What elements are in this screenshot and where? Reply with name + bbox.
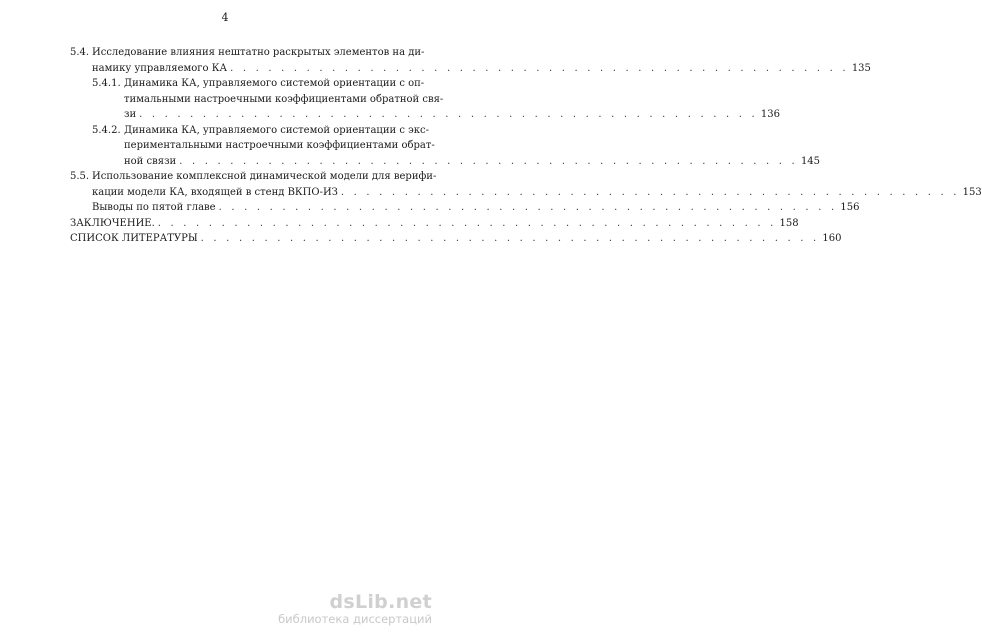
- toc-title-line: Выводы по пятой главе: [92, 202, 216, 213]
- leader-dots: . . . . . . . . . . . . . . . . . . . . . . . . . . . . . . . . . . . . . . . . . . . . . . . . .: [230, 62, 849, 74]
- page-number: 4: [221, 11, 229, 24]
- toc-title-line: периментальными настроечными коэффициентами обрат-: [124, 140, 435, 151]
- leader-dots: . . . . . . . . . . . . . . . . . . . . . . . . . . . . . . . . . . . . . . . . . . . . . . . . .: [200, 233, 820, 244]
- toc-page: 145: [800, 155, 821, 167]
- leader-dots: . . . . . . . . . . . . . . . . . . . . . . . . . . . . . . . . . . . . . . . . . . . . . . . . .: [340, 186, 960, 198]
- toc-title-line: намику управляемого КА: [92, 62, 228, 74]
- toc-page: 153: [962, 186, 982, 198]
- watermark: [262, 591, 432, 626]
- toc-entry-5-4-1[interactable]: [92, 76, 780, 123]
- toc-page: 156: [840, 202, 860, 213]
- toc-title-line: ЗАКЛЮЧЕНИЕ.: [70, 217, 155, 229]
- toc-title-line: Исследование влияния нештатно раскрытых элементов на ди-: [92, 47, 425, 58]
- toc-number: 5.4.: [70, 47, 90, 58]
- leader-dots: . . . . . . . . . . . . . . . . . . . . . . . . . . . . . . . . . . . . . . . . . . . . . . . . .: [139, 109, 758, 120]
- toc-title-line: СПИСОК ЛИТЕРАТУРЫ: [70, 233, 198, 244]
- toc-title-line: кации модели КА, входящей в стенд ВКПО-ИЗ: [92, 186, 338, 198]
- leader-dots: . . . . . . . . . . . . . . . . . . . . . . . . . . . . . . . . . . . . . . . . . . . . . . . . .: [157, 217, 777, 229]
- leader-dots: . . . . . . . . . . . . . . . . . . . . . . . . . . . . . . . . . . . . . . . . . . . . . . . . .: [218, 202, 838, 213]
- toc-entry-conclusions-5[interactable]: [92, 200, 860, 216]
- toc-entry-conclusion[interactable]: [70, 216, 799, 232]
- toc-page: 135: [851, 62, 871, 74]
- toc-entry-5-4-2[interactable]: [92, 123, 821, 170]
- toc-page: 136: [760, 109, 780, 120]
- toc-number: 5.4.1.: [92, 78, 121, 89]
- toc-title-line: зи: [124, 109, 137, 120]
- toc-page: 158: [779, 217, 799, 229]
- toc-title-line: Динамика КА, управляемого системой ориентации с оп-: [124, 78, 425, 89]
- toc-title-line: тимальными настроечными коэффициентами обратной свя-: [124, 93, 444, 105]
- toc-number: 5.5.: [70, 171, 90, 182]
- toc-entry-5-5[interactable]: [70, 169, 982, 200]
- toc-entry-references[interactable]: [70, 231, 842, 247]
- leader-dots: . . . . . . . . . . . . . . . . . . . . . . . . . . . . . . . . . . . . . . . . . . . . . . . . .: [179, 155, 798, 167]
- toc-title-line: Динамика КА, управляемого системой ориентации с экс-: [124, 124, 429, 136]
- toc-title-line: Использование комплексной динамической модели для верифи-: [92, 171, 437, 182]
- toc-page: 160: [822, 233, 842, 244]
- table-of-contents: [70, 45, 982, 247]
- toc-number: 5.4.2.: [92, 124, 121, 136]
- toc-entry-5-4[interactable]: [70, 45, 871, 76]
- watermark-subtitle: библиотека диссертаций: [278, 612, 432, 626]
- watermark-logo: dsLib.net: [329, 591, 432, 613]
- toc-title-line: ной связи: [124, 155, 177, 167]
